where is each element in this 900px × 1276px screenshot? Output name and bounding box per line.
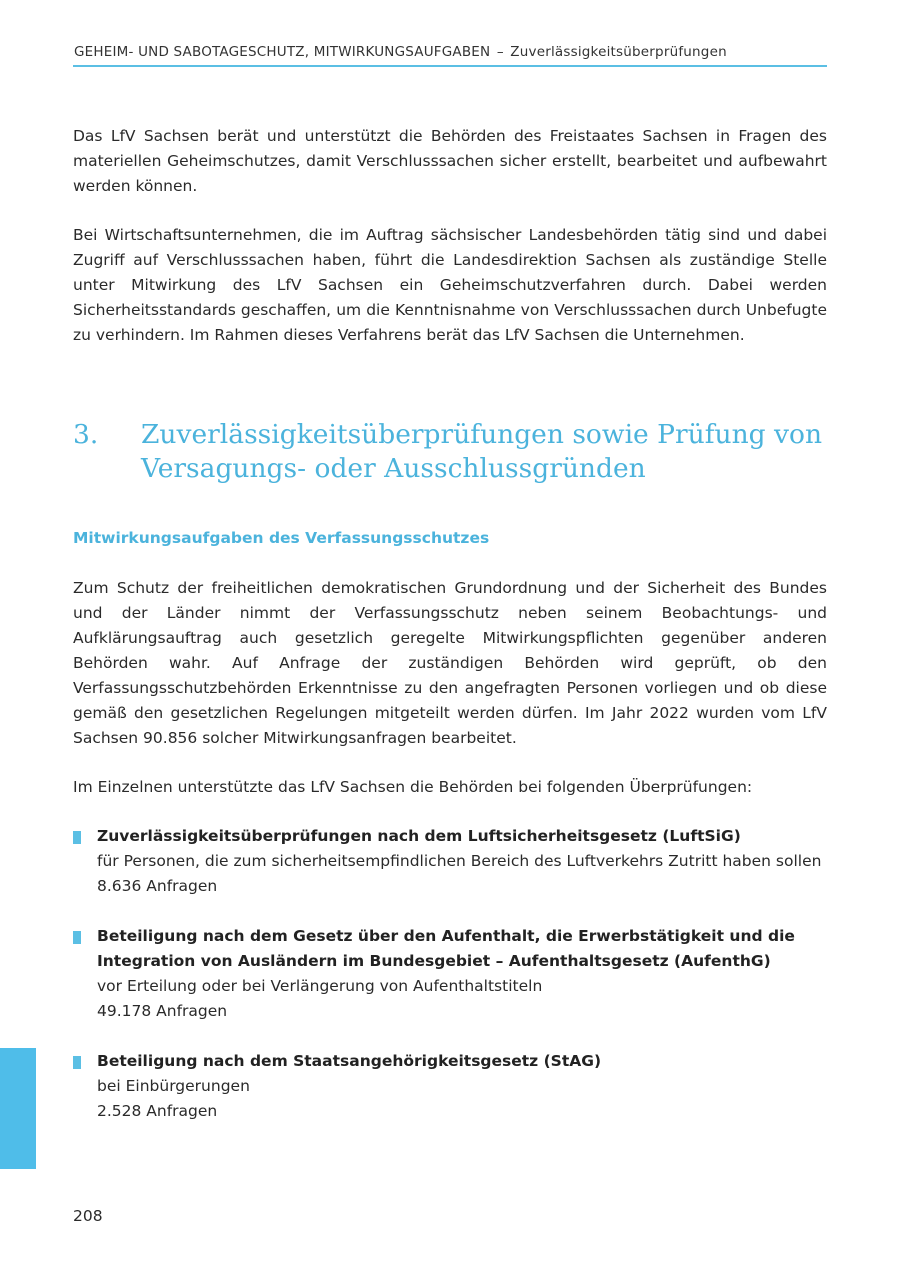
running-header xyxy=(74,44,826,60)
intro-paragraph-1: Das LfV Sachsen berät und unterstützt die Behörden des Freistaates Sachsen in Fragen des materiellen Geheimschutzes, damit Verschlusssachen sicher erstellt, bearbeitet und aufbewahrt werden können. xyxy=(73,127,827,195)
running-header-topic: Zuverlässigkeitsüberprüfungen xyxy=(510,44,727,60)
page-content xyxy=(73,124,827,1124)
page-number: 208 xyxy=(73,1207,103,1225)
list-item xyxy=(73,824,827,899)
square-bullet-icon xyxy=(73,1056,81,1069)
running-header-separator: – xyxy=(496,44,504,60)
list-item-title: Beteiligung nach dem Gesetz über den Aufenthalt, die Erwerbstätigkeit und die Integration von Ausländern im Bundesgebiet – Aufenthaltsgesetz (AufenthG) xyxy=(97,927,795,970)
list-item-title: Beteiligung nach dem Staatsangehörigkeitsgesetz (StAG) xyxy=(97,1052,602,1070)
section-heading xyxy=(73,418,827,486)
list-item-title: Zuverlässigkeitsüberprüfungen nach dem Luftsicherheitsgesetz (LuftSiG) xyxy=(97,827,741,845)
section-title: Zuverlässigkeitsüberprüfungen sowie Prüfung von Versagungs- oder Ausschlussgründen xyxy=(141,419,823,484)
list-item-description: für Personen, die zum sicherheitsempfindlichen Bereich des Luftverkehrs Zutritt haben sollen xyxy=(97,852,822,870)
running-header-chapter: GEHEIM- UND SABOTAGESCHUTZ, MITWIRKUNGSAUFGABEN xyxy=(74,44,491,60)
chapter-side-tab xyxy=(0,1048,36,1169)
list-item-count: 8.636 Anfragen xyxy=(97,877,218,895)
check-list xyxy=(73,824,827,1124)
list-item-count: 49.178 Anfragen xyxy=(97,1002,228,1020)
list-item-description: bei Einbürgerungen xyxy=(97,1077,250,1095)
intro-paragraph-2: Bei Wirtschaftsunternehmen, die im Auftrag sächsischer Landesbehörden tätig sind und dabei Zugriff auf Verschlusssachen haben, führt die Landesdirektion Sachsen als zuständige Stelle unter Mitwirkung des LfV Sachsen ein Geheimschutzverfahren durch. Dabei werden Sicherheitsstandards geschaffen, um die Kenntnisnahme von Verschlusssachen durch Unbefugte zu verhindern. Im Rahmen dieses Verfahrens berät das LfV Sachsen die Unternehmen. xyxy=(73,226,827,344)
list-item-count: 2.528 Anfragen xyxy=(97,1102,218,1120)
list-item xyxy=(73,1049,827,1124)
list-item xyxy=(73,924,827,1024)
square-bullet-icon xyxy=(73,831,81,844)
list-item-description: vor Erteilung oder bei Verlängerung von Aufenthaltstiteln xyxy=(97,977,543,995)
body-paragraph-2: Im Einzelnen unterstützte das LfV Sachsen die Behörden bei folgenden Überprüfungen: xyxy=(73,778,753,796)
header-rule xyxy=(73,65,827,67)
section-number: 3. xyxy=(73,419,99,450)
subheading: Mitwirkungsaufgaben des Verfassungsschutzes xyxy=(73,529,490,547)
body-paragraph-1: Zum Schutz der freiheitlichen demokratischen Grundordnung und der Sicherheit des Bundes und der Länder nimmt der Verfassungsschutz neben seinem Beobachtungs- und Aufklärungsauftrag auch gesetzlich geregelte Mitwirkungspflichten gegenüber anderen Behörden wahr. Auf Anfrage der zuständigen Behörden wird geprüft, ob den Verfassungsschutzbehörden Erkenntnisse zu den angefragten Personen vorliegen und ob diese gemäß den gesetzlichen Regelungen mitgeteilt werden dürfen. Im Jahr 2022 wurden vom LfV Sachsen 90.856 solcher Mitwirkungsanfragen bearbeitet. xyxy=(73,579,827,747)
square-bullet-icon xyxy=(73,931,81,944)
